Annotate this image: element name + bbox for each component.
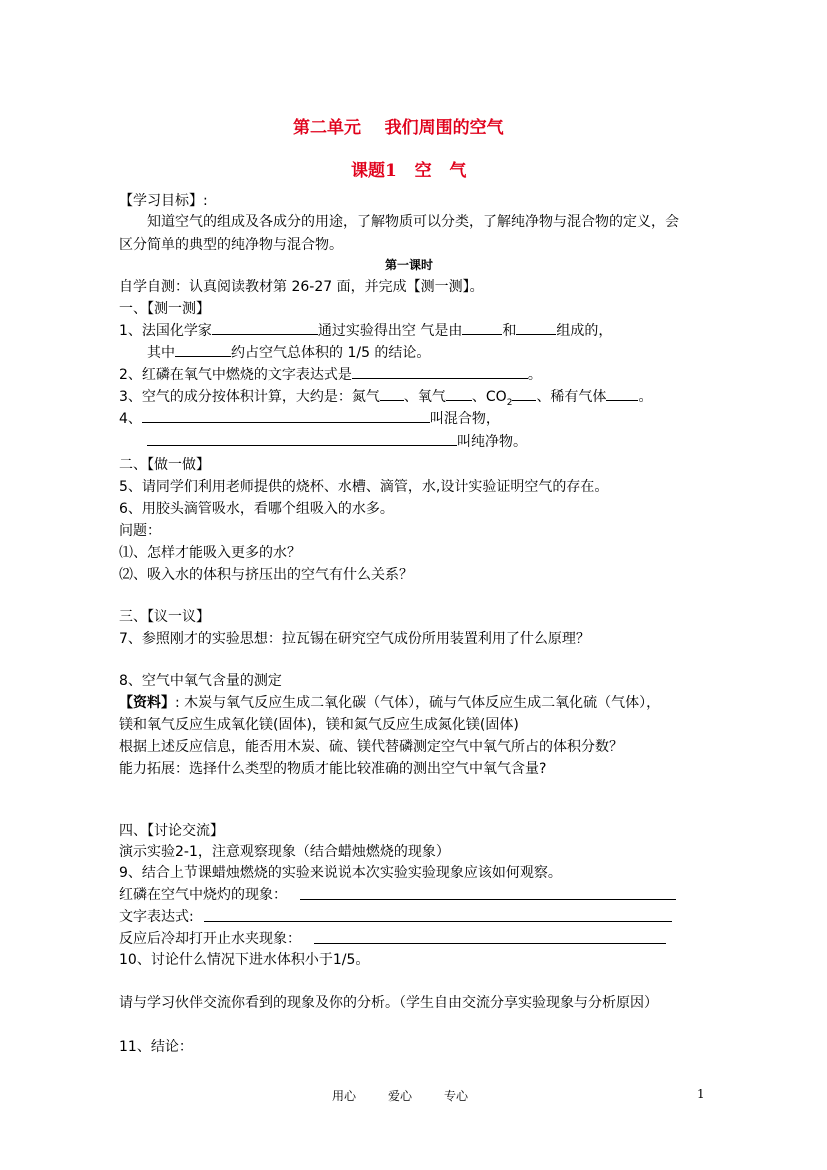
q1-blank-component[interactable] <box>175 342 231 357</box>
q3-text-c: 、CO <box>471 389 507 405</box>
q1-text-f: 约占空气总体积的 1/5 的结论。 <box>231 345 431 361</box>
question-10: 10、讨论什么情况下进水体积小于1/5。 <box>119 952 370 968</box>
q2-text-b: 。 <box>527 367 542 383</box>
q3-text-a: 3、空气的成分按体积计算，大约是：氮气 <box>119 389 380 405</box>
q1-text-b: 通过实验得出空 气是由 <box>317 323 463 339</box>
q3-blank-noble-gas[interactable] <box>606 386 638 401</box>
q4-text-c: 叫纯净物。 <box>457 434 527 450</box>
demo-experiment: 演示实验2-1，注意观察现象（结合蜡烛燃烧的现象） <box>119 844 450 860</box>
footer-motto-1: 用心 <box>332 1089 357 1103</box>
info-label: 【资料】 <box>119 695 175 711</box>
footer-motto-2: 爱心 <box>388 1089 413 1103</box>
q3-text-b: 、氧气 <box>403 389 446 405</box>
info-line-2: 镁和氧气反应生成氧化镁(固体)，镁和氮气反应生成氮化镁(固体) <box>119 717 519 733</box>
question-7: 7、参照刚才的实验思想：拉瓦锡在研究空气成份所用装置利用了什么原理？ <box>119 631 590 647</box>
section-1-heading: 一、【测一测】 <box>119 301 210 317</box>
footer-motto-3: 专心 <box>444 1089 469 1103</box>
q3-blank-co2[interactable] <box>512 386 536 401</box>
q3-blank-oxygen[interactable] <box>446 386 472 401</box>
phenomenon-label: 红磷在空气中烧灼的现象： <box>119 887 287 903</box>
q2-text-a: 2、红磷在氧气中燃烧的文字表达式是 <box>119 367 352 383</box>
objectives-line-1: 知道空气的组成及各成分的用途，了解物质可以分类，了解纯净物与混合物的定义，会 <box>147 214 679 230</box>
period-title: 第一课时 <box>385 258 434 272</box>
q4-text-b: 叫混合物， <box>429 411 500 427</box>
section-4-heading: 四、【讨论交流】 <box>119 823 224 839</box>
expression-blank[interactable] <box>204 921 672 922</box>
after-cooling-blank[interactable] <box>314 943 666 944</box>
section-2-heading: 二、【做一做】 <box>119 457 210 473</box>
sub-question-1: ⑴、怎样才能吸入更多的水？ <box>119 545 301 561</box>
question-8-ask: 根据上述反应信息，能否用木炭、硫、镁代替磷测定空气中氧气所占的体积分数？ <box>119 739 623 755</box>
q3-text-d: 、稀有气体 <box>536 389 607 405</box>
share-instruction: 请与学习伙伴交流你看到的现象及你的分析。（学生自由交流分享实验现象与分析原因） <box>119 995 658 1011</box>
unit-title: 第二单元 我们周围的空气 <box>293 118 504 138</box>
info-text-1: : 木炭与氧气反应生成二氧化碳（气体），硫与气体反应生成二氧化硫（气体）， <box>175 695 661 711</box>
questions-label: 问题： <box>119 523 161 539</box>
ability-extend: 能力拓展：选择什么类型的物质才能比较准确的测出空气中氧气含量? <box>119 761 547 777</box>
question-1-line-1 <box>119 320 612 340</box>
q1-text-a: 1、法国化学家 <box>119 323 212 339</box>
info-line-1 <box>119 692 660 712</box>
question-9: 9、结合上节课蜡烛燃烧的实验来说说本次实验实验现象应该如何观察。 <box>119 865 562 881</box>
q1-text-e: 其中 <box>147 345 175 361</box>
question-4-line-1 <box>119 408 500 428</box>
question-6: 6、用胶头滴管吸水，看哪个组吸入的水多。 <box>119 501 394 517</box>
q3-text-e: 。 <box>638 389 653 405</box>
q1-blank-chemist[interactable] <box>212 320 318 335</box>
after-cooling-label: 反应后冷却打开止水夹现象： <box>119 931 301 947</box>
section-3-heading: 三、【议一议】 <box>119 609 210 625</box>
question-11: 11、结论： <box>119 1039 193 1055</box>
q4-text-a: 4、 <box>119 411 142 427</box>
page-number: 1 <box>697 1087 705 1101</box>
question-3 <box>119 386 652 408</box>
q2-blank-expression[interactable] <box>352 364 528 379</box>
question-8: 8、空气中氧气含量的测定 <box>119 673 282 689</box>
q4-blank-mixture[interactable] <box>142 408 430 423</box>
self-study-line: 自学自测：认真阅读教材第 26-27 面，并完成【测一测】。 <box>119 279 484 295</box>
q1-blank-gas-1[interactable] <box>462 320 502 335</box>
expression-label: 文字表达式: <box>119 909 194 925</box>
q3-subscript: 2 <box>506 397 513 408</box>
q4-blank-pure[interactable] <box>147 431 457 446</box>
q1-text-d: 组成的， <box>556 323 613 339</box>
objectives-heading: 【学习目标】: <box>119 193 208 209</box>
question-4-line-2 <box>147 431 527 451</box>
sub-question-2: ⑵、吸入水的体积与挤压出的空气有什么关系？ <box>119 567 413 583</box>
lesson-title: 课题1 空 气 <box>351 161 467 181</box>
q3-blank-nitrogen[interactable] <box>380 386 404 401</box>
q1-text-c: 和 <box>502 323 517 339</box>
q1-blank-gas-2[interactable] <box>516 320 556 335</box>
phenomenon-blank[interactable] <box>300 899 676 900</box>
objectives-line-2: 区分简单的典型的纯净物与混合物。 <box>119 237 343 253</box>
question-2 <box>119 364 542 384</box>
question-1-line-2 <box>147 342 430 362</box>
question-5: 5、请同学们利用老师提供的烧杯、水槽、滴管，水,设计实验证明空气的存在。 <box>119 479 609 495</box>
